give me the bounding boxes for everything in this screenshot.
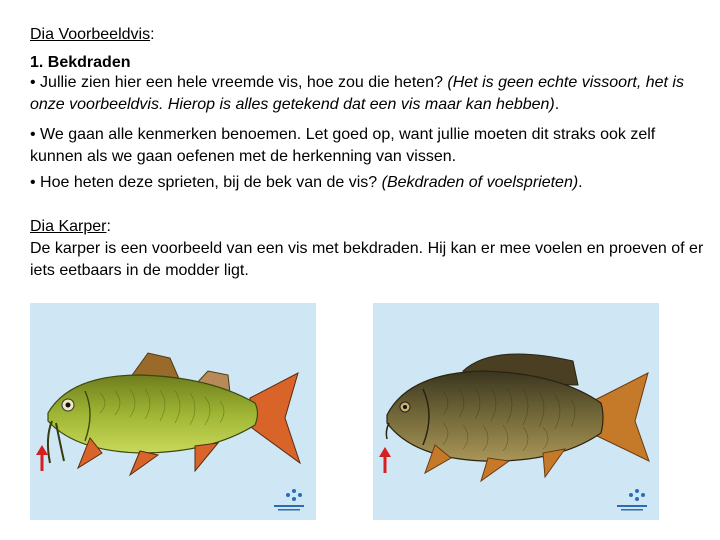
section1-heading [30,24,705,46]
carp-photo [373,303,659,520]
section1-heading-label: Dia Voorbeeldvis [30,26,151,43]
example-fish-image [30,303,316,520]
section2-paragraph: De karper is een voorbeeld van een vis met bekdraden. Hij kan er mee voelen en proeven of er iets eetbaars in de modder ligt. [30,240,704,279]
bullet-1 [30,72,705,116]
section2-heading-label: Dia Karper [30,218,107,235]
arrow-icon [379,447,391,473]
bullet-1-tail: . [554,96,560,113]
section1-title: 1. Bekdraden [30,54,131,71]
carp-image [373,303,659,520]
bullet-2 [30,124,705,168]
bullet-2-text: • We gaan alle kenmerken benoemen. Let goed op, want jullie moeten dit straks ook zelf kunnen als we gaan oefenen met de herkenning van vissen. [30,126,656,165]
bullet-3-tail: . [578,174,583,191]
bullet-3 [30,172,705,194]
bullet-1-italic: (Het is geen echte vissoort, het is onze voorbeeldvis. Hierop is alles getekend dat een vis maar kan hebben) [30,74,684,113]
bullet-1-text: • Jullie zien hier een hele vreemde vis, hoe zou die heten? [30,74,448,91]
example-fish-illustration [30,303,316,520]
sportvisserij-logo [274,489,304,511]
bullet-3-text: • Hoe heten deze sprieten, bij de bek van de vis? [30,174,382,191]
sportvisserij-logo [617,489,647,511]
section1-heading-colon: : [150,26,155,43]
section2-heading-colon: : [106,218,111,235]
bullet-3-italic: (Bekdraden of voelsprieten) [381,174,579,191]
section2-heading [30,216,705,238]
arrow-icon [36,445,48,471]
